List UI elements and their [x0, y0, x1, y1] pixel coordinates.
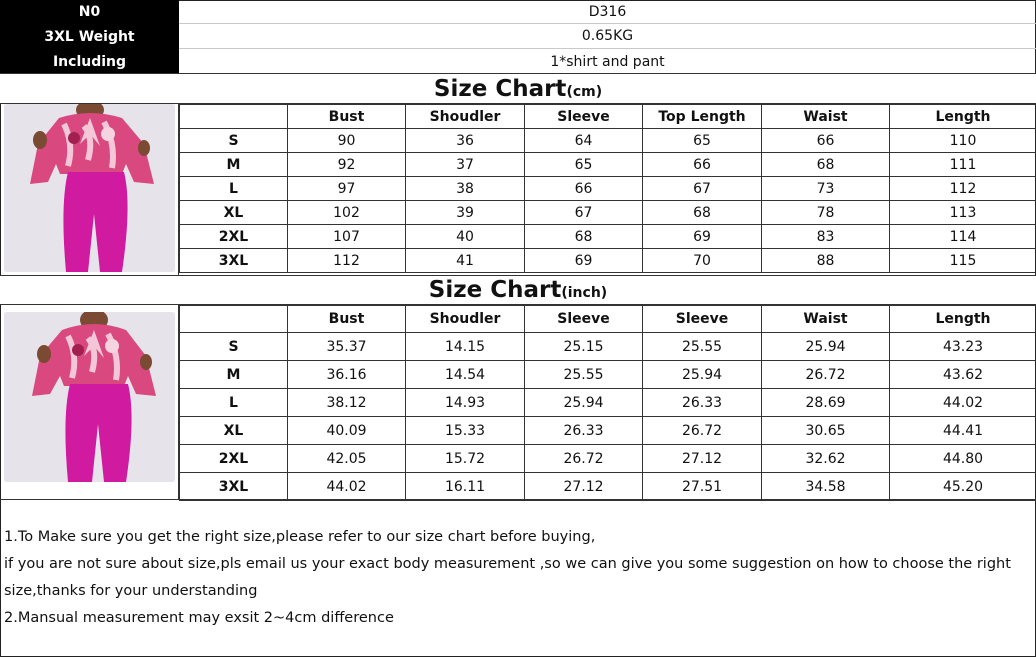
table-row [180, 249, 1036, 273]
info-row-weight [0, 24, 1036, 49]
measurement-cell: 73 [762, 177, 890, 201]
measurement-cell: 32.62 [762, 445, 890, 473]
measurement-cell: 45.20 [890, 473, 1036, 501]
column-header: Shoudler [406, 105, 525, 129]
table-row [180, 177, 1036, 201]
info-row-including [0, 49, 1036, 74]
measurement-cell: 66 [525, 177, 643, 201]
measurement-cell: 28.69 [762, 389, 890, 417]
measurement-cell: 26.33 [525, 417, 643, 445]
model-image [4, 312, 175, 482]
column-header: Length [890, 306, 1036, 333]
measurement-cell: 34.58 [762, 473, 890, 501]
note-line: if you are not sure about size,pls email us your exact body measurement ,so we can give you some suggestion on how to choose the right [4, 556, 1011, 572]
size-label: L [180, 177, 288, 201]
table-row [180, 389, 1036, 417]
measurement-cell: 14.93 [406, 389, 525, 417]
chart-title-text: Size Chart [433, 76, 567, 102]
size-label: 2XL [180, 225, 288, 249]
measurement-cell: 14.15 [406, 333, 525, 361]
size-label: M [180, 153, 288, 177]
size-label: 2XL [180, 445, 288, 473]
measurement-cell: 16.11 [406, 473, 525, 501]
measurement-cell: 25.15 [525, 333, 643, 361]
measurement-cell: 107 [288, 225, 406, 249]
info-value: 1*shirt and pant [550, 53, 665, 70]
measurement-cell: 39 [406, 201, 525, 225]
table-row [180, 225, 1036, 249]
size-label: L [180, 389, 288, 417]
table-row [180, 153, 1036, 177]
measurement-cell: 113 [890, 201, 1036, 225]
table-row [180, 417, 1036, 445]
measurement-cell: 68 [643, 201, 762, 225]
info-label: Including [0, 49, 179, 74]
chart-unit: (inch) [561, 285, 608, 301]
measurement-cell: 27.51 [643, 473, 762, 501]
notes-text [4, 524, 1030, 632]
measurement-cell: 36 [406, 129, 525, 153]
product-photo-bottom [4, 312, 175, 482]
measurement-cell: 90 [288, 129, 406, 153]
measurement-cell: 35.37 [288, 333, 406, 361]
measurement-cell: 26.72 [525, 445, 643, 473]
note-line: size,thanks for your understanding [4, 583, 258, 599]
measurement-cell: 68 [762, 153, 890, 177]
measurement-cell: 38 [406, 177, 525, 201]
measurement-cell: 25.55 [643, 333, 762, 361]
measurement-cell: 44.02 [890, 389, 1036, 417]
measurement-cell: 38.12 [288, 389, 406, 417]
chart-unit: (cm) [566, 84, 603, 100]
measurement-cell: 111 [890, 153, 1036, 177]
table-header-row [180, 105, 1036, 129]
measurement-cell: 88 [762, 249, 890, 273]
table-row [180, 129, 1036, 153]
size-table-inch [179, 305, 1036, 501]
measurement-cell: 65 [525, 153, 643, 177]
measurement-cell: 92 [288, 153, 406, 177]
measurement-cell: 112 [288, 249, 406, 273]
measurement-cell: 41 [406, 249, 525, 273]
table-row [180, 473, 1036, 501]
measurement-cell: 65 [643, 129, 762, 153]
column-header: Waist [762, 306, 890, 333]
measurement-cell: 40.09 [288, 417, 406, 445]
size-table-cm [179, 104, 1036, 273]
measurement-cell: 44.02 [288, 473, 406, 501]
table-row [180, 445, 1036, 473]
measurement-cell: 69 [525, 249, 643, 273]
size-label: XL [180, 417, 288, 445]
measurement-cell: 83 [762, 225, 890, 249]
table-row [180, 333, 1036, 361]
measurement-cell: 42.05 [288, 445, 406, 473]
size-chart-inch-title [0, 275, 1036, 305]
measurement-cell: 27.12 [525, 473, 643, 501]
measurement-cell: 30.65 [762, 417, 890, 445]
measurement-cell: 112 [890, 177, 1036, 201]
info-value: D316 [179, 0, 1036, 24]
measurement-cell: 43.62 [890, 361, 1036, 389]
measurement-cell: 70 [643, 249, 762, 273]
measurement-cell: 37 [406, 153, 525, 177]
column-header: Bust [288, 105, 406, 129]
size-chart-cm-title [0, 73, 1036, 104]
measurement-cell: 67 [643, 177, 762, 201]
table-row [180, 361, 1036, 389]
table-row [180, 201, 1036, 225]
measurement-cell: 26.72 [643, 417, 762, 445]
measurement-cell: 43.23 [890, 333, 1036, 361]
chart-title-text: Size Chart [428, 277, 562, 303]
measurement-cell: 115 [890, 249, 1036, 273]
column-header: Sleeve [525, 105, 643, 129]
note-line: 2.Mansual measurement may exsit 2~4cm difference [4, 610, 394, 626]
measurement-cell: 64 [525, 129, 643, 153]
info-label: 3XL Weight [0, 24, 179, 49]
model-image [4, 104, 175, 272]
size-label: XL [180, 201, 288, 225]
measurement-cell: 26.72 [762, 361, 890, 389]
table-header-row [180, 306, 1036, 333]
measurement-cell: 15.72 [406, 445, 525, 473]
measurement-cell: 36.16 [288, 361, 406, 389]
info-row-number [0, 0, 1036, 24]
product-photo-top [4, 104, 175, 272]
measurement-cell: 66 [762, 129, 890, 153]
measurement-cell: 114 [890, 225, 1036, 249]
info-label: N0 [0, 0, 179, 24]
info-value: 0.65KG [179, 24, 1036, 49]
column-header: Bust [288, 306, 406, 333]
measurement-cell: 26.33 [643, 389, 762, 417]
measurement-cell: 25.94 [762, 333, 890, 361]
measurement-cell: 15.33 [406, 417, 525, 445]
column-header: Sleeve [525, 306, 643, 333]
note-line: 1.To Make sure you get the right size,please refer to our size chart before buying, [4, 529, 596, 545]
size-label: S [180, 129, 288, 153]
column-header [180, 306, 288, 333]
size-label: 3XL [180, 473, 288, 501]
measurement-cell: 25.55 [525, 361, 643, 389]
measurement-cell: 14.54 [406, 361, 525, 389]
measurement-cell: 69 [643, 225, 762, 249]
measurement-cell: 78 [762, 201, 890, 225]
column-header: Sleeve [643, 306, 762, 333]
column-header [180, 105, 288, 129]
measurement-cell: 44.80 [890, 445, 1036, 473]
measurement-cell: 110 [890, 129, 1036, 153]
size-label: S [180, 333, 288, 361]
size-label: M [180, 361, 288, 389]
measurement-cell: 67 [525, 201, 643, 225]
measurement-cell: 97 [288, 177, 406, 201]
measurement-cell: 40 [406, 225, 525, 249]
column-header: Waist [762, 105, 890, 129]
size-label: 3XL [180, 249, 288, 273]
column-header: Length [890, 105, 1036, 129]
column-header: Shoudler [406, 306, 525, 333]
measurement-cell: 102 [288, 201, 406, 225]
measurement-cell: 27.12 [643, 445, 762, 473]
measurement-cell: 44.41 [890, 417, 1036, 445]
measurement-cell: 68 [525, 225, 643, 249]
column-header: Top Length [643, 105, 762, 129]
measurement-cell: 66 [643, 153, 762, 177]
measurement-cell: 25.94 [643, 361, 762, 389]
measurement-cell: 25.94 [525, 389, 643, 417]
